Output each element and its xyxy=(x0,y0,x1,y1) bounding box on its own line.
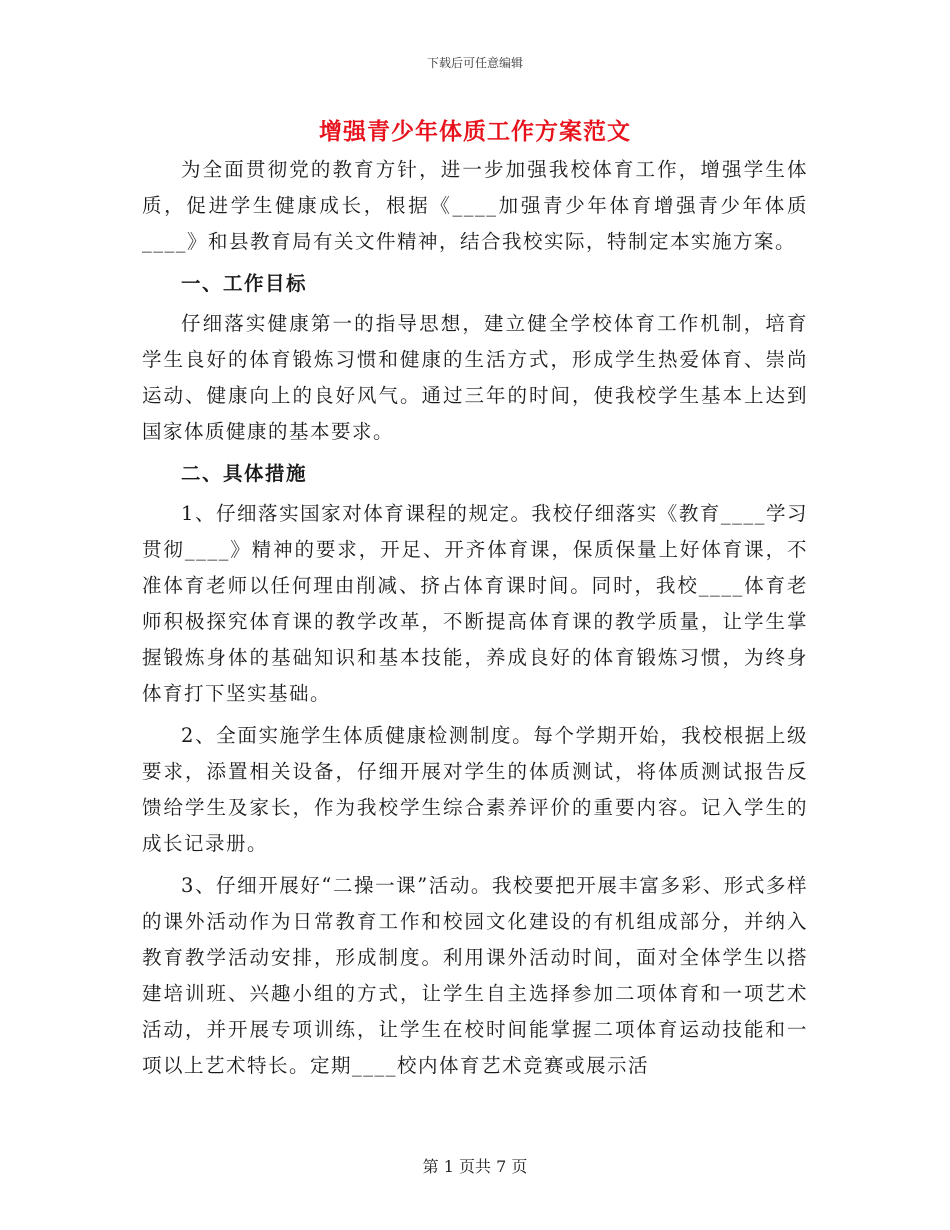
measure-item-3: 3、仔细开展好“二操一课”活动。我校要把开展丰富多彩、形式多样的课外活动作为日常教育工作和校园文化建设的有机组成部分，并纳入教育教学活动安排，形成制度。利用课外活动时间，面对全体学生以搭建培训班、兴趣小组的方式，让学生自主选择参加二项体育和一项艺术活动，并开展专项训练，让学生在校时间能掌握二项体育运动技能和一项以上艺术特长。定期____校内体育艺术竞赛或展示活 xyxy=(142,874,808,1077)
section-heading-measures: 二、具体措施 xyxy=(181,462,308,485)
document-title: 增强青少年体质工作方案范文 xyxy=(319,118,631,145)
measure-item-1: 1、仔细落实国家对体育课程的规定。我校仔细落实《教育____学习贯彻____》精神的要求，开足、开齐体育课，保质保量上好体育课，不准体育老师以任何理由削减、挤占体育课时间。同时，我校____体育老师积极探究体育课的教学改革，不断提高体育课的教学质量，让学生掌握锻炼身体的基础知识和基本技能，养成良好的体育锻炼习惯，为终身体育打下坚实基础。 xyxy=(142,502,808,705)
intro-paragraph: 为全面贯彻党的教育方针，进一步加强我校体育工作，增强学生体质，促进学生健康成长，根据《____加强青少年体育增强青少年体质____》和县教育局有关文件精神，结合我校实际，特制定本实施方案。 xyxy=(142,158,808,253)
document-body xyxy=(142,152,808,1090)
measure-item-2: 2、全面实施学生体质健康检测制度。每个学期开始，我校根据上级要求，添置相关设备，仔细开展对学生的体质测试，将体质测试报告反馈给学生及家长，作为我校学生综合素养评价的重要内容。记入学生的成长记录册。 xyxy=(142,724,808,855)
goals-paragraph: 仔细落实健康第一的指导思想，建立健全学校体育工作机制，培育学生良好的体育锻炼习惯和健康的生活方式，形成学生热爱体育、崇尚运动、健康向上的良好风气。通过三年的时间，使我校学生基本上达到国家体质健康的基本要求。 xyxy=(142,312,808,443)
section-heading-goals: 一、工作目标 xyxy=(181,272,308,295)
header-note: 下载后可任意编辑 xyxy=(426,56,523,70)
page-number: 第 1 页共 7 页 xyxy=(422,1157,528,1176)
